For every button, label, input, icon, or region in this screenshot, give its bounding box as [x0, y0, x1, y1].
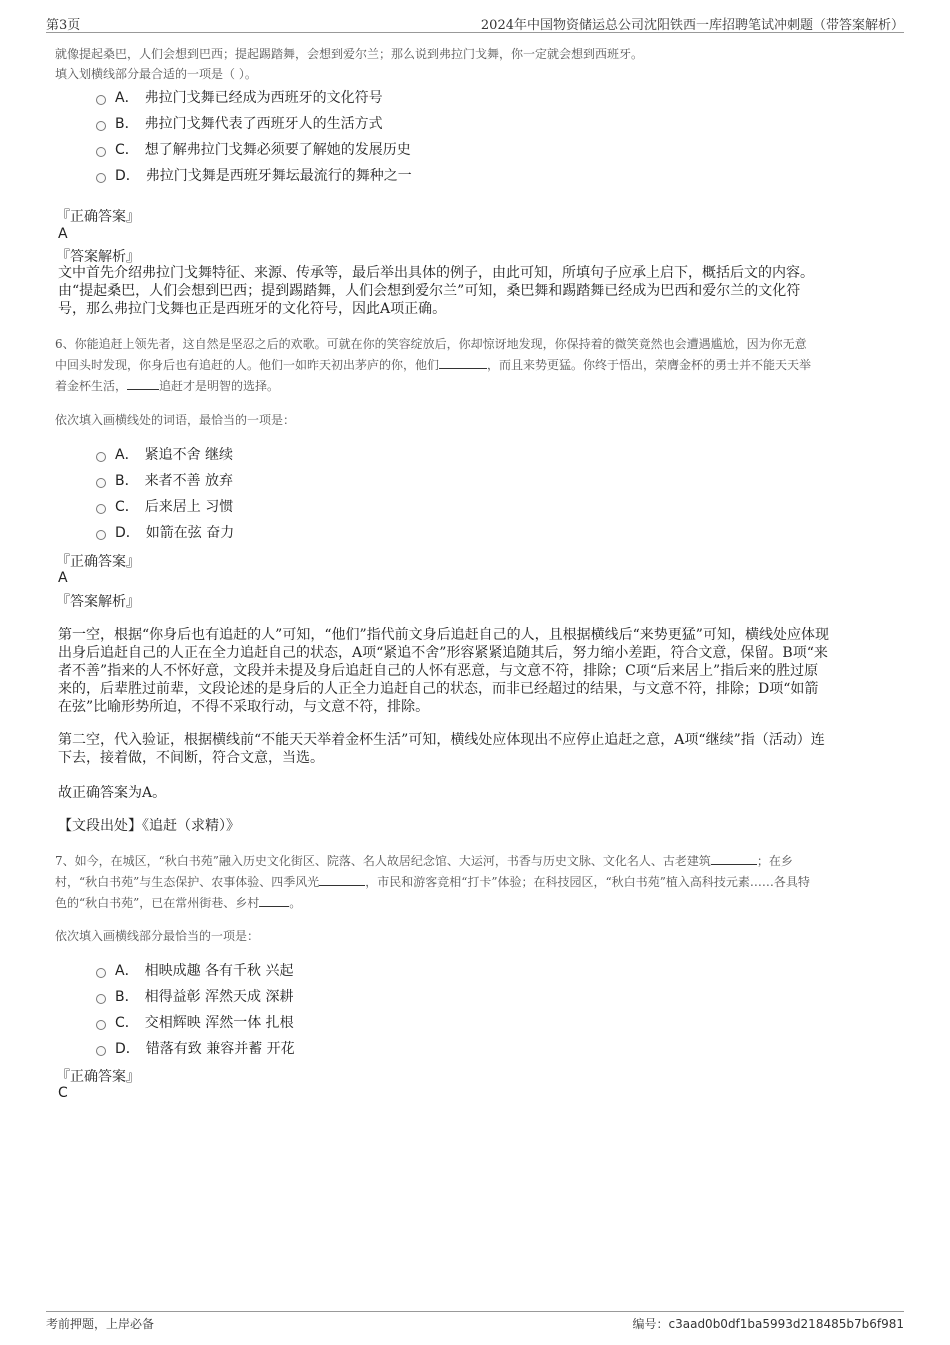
q6-source: 【文段出处】《追赶（求精）》 — [58, 818, 240, 834]
q6-analysis-paragraph-1: 第一空，根据“你身后也有追赶的人”可知，“他们”指代前文身后追赶自己的人，且根据横线后“来势更猛”可知，横线处应体现 出身后追赶自己的人正在全力追赶自己的状态，A项“紧追不舍”形容紧紧追随其后，努力缩小差距，符合文意，保留。B项“来 者不善”指来的人不怀好意，文段并未提及身后追赶自己的人怀有恶意，与文意不符，排除；C项“后来居上”指后来的胜过原 来的，后辈胜过前辈，文段论述的是身后的人正全力追赶自己的状态，而非已经超过的结果，与文意不符，排除；D项“如箭 在弦”比喻形势所迫，不得不采取行动，与文意不符，排除。 — [58, 627, 829, 715]
radio-icon[interactable] — [96, 121, 106, 131]
q6-conclusion: 故正确答案为A。 — [58, 785, 167, 801]
q6-answer: A — [58, 570, 68, 586]
q5-answer: A — [58, 226, 68, 242]
q6-answer-label: 『正确答案』 — [56, 554, 140, 570]
q5-option-c[interactable]: C． 想了解弗拉门戈舞必须要了解她的发展历史 — [96, 139, 411, 159]
q7-prompt: 依次填入画横线部分最恰当的一项是： — [55, 929, 260, 943]
q6-option-d[interactable]: D． 如箭在弦 奋力 — [96, 522, 234, 542]
radio-icon[interactable] — [96, 530, 106, 540]
fill-blank — [319, 873, 365, 886]
q6-analysis-label: 『答案解析』 — [56, 594, 140, 610]
q5-option-d[interactable]: D． 弗拉门戈舞是西班牙舞坛最流行的舞种之一 — [96, 165, 412, 185]
document-title: 2024年中国物资储运总公司沈阳铁西一库招聘笔试冲刺题（带答案解析） — [480, 18, 904, 33]
q7-answer-label: 『正确答案』 — [56, 1069, 140, 1085]
radio-icon[interactable] — [96, 1020, 106, 1030]
q5-answer-label: 『正确答案』 — [56, 209, 140, 225]
radio-icon[interactable] — [96, 173, 106, 183]
radio-icon[interactable] — [96, 994, 106, 1004]
fill-blank — [711, 852, 757, 865]
q5-option-a[interactable]: A． 弗拉门戈舞已经成为西班牙的文化符号 — [96, 87, 383, 107]
q5-prompt: 填入划横线部分最合适的一项是（ ）。 — [55, 67, 257, 81]
q5-option-b[interactable]: B． 弗拉门戈舞代表了西班牙人的生活方式 — [96, 113, 383, 133]
radio-icon[interactable] — [96, 95, 106, 105]
radio-icon[interactable] — [96, 1046, 106, 1056]
q6-option-c[interactable]: C． 后来居上 习惯 — [96, 496, 233, 516]
q6-prompt: 依次填入画横线处的词语，最恰当的一项是： — [55, 413, 296, 427]
q7-stem: 7、如今，在城区，“秋白书苑”融入历史文化街区、院落、名人故居纪念馆、大运河，书香与历史文脉、文化名人、古老建筑 ；在乡 村，“秋白书苑”与生态保护、农事体验、四季风光 ，市民和游客竞相“打卡”体验；在科技园区，“秋白书苑”植入高科技元素……各具特 色的“秋白书苑”，已在常州街巷、乡村 。 — [55, 854, 810, 910]
radio-icon[interactable] — [96, 504, 106, 514]
fill-blank — [439, 356, 487, 369]
radio-icon[interactable] — [96, 452, 106, 462]
document-id: 编号：c3aad0b0df1ba5993d218485b7b6f981 — [632, 1317, 904, 1331]
q7-option-d[interactable]: D． 错落有致 兼容并蓄 开花 — [96, 1038, 295, 1058]
radio-icon[interactable] — [96, 147, 106, 157]
fill-blank — [127, 377, 159, 390]
q7-answer: C — [58, 1085, 68, 1101]
q6-option-b[interactable]: B． 来者不善 放弃 — [96, 470, 233, 490]
q6-stem: 6、你能追赶上领先者，这自然是坚忍之后的欢歌。可就在你的笑容绽放后，你却惊讶地发现，你保持着的微笑竟然也会遭遇尴尬，因为你无意 中回头时发现，你身后也有追赶的人。他们一如昨天初出茅庐的你，他们 ，而且来势更猛。你终于悟出，荣膺金杯的勇士并不能天天举 着金杯生活， 追赶才是明智的选择。 — [55, 337, 812, 393]
q5-intro: 就像提起桑巴，人们会想到巴西；提起踢踏舞，会想到爱尔兰；那么说到弗拉门戈舞，你一定就会想到西班牙。 — [55, 47, 644, 61]
radio-icon[interactable] — [96, 478, 106, 488]
radio-icon[interactable] — [96, 968, 106, 978]
fill-blank — [259, 894, 289, 907]
q7-option-a[interactable]: A． 相映成趣 各有千秋 兴起 — [96, 960, 293, 980]
page-header — [46, 12, 904, 33]
q5-analysis: 文中首先介绍弗拉门戈舞特征、来源、传承等，最后举出具体的例子，由此可知，所填句子应承上启下，概括后文的内容。 由“提起桑巴，人们会想到巴西；提到踢踏舞，人们会想到爱尔兰”可知，桑巴舞和踢踏舞已经成为巴西和爱尔兰的文化符 号，那么弗拉门戈舞也正是西班牙的文化符号，因此A项正确。 — [58, 265, 814, 317]
q7-option-c[interactable]: C． 交相辉映 浑然一体 扎根 — [96, 1012, 294, 1032]
q5-analysis-label: 『答案解析』 — [56, 249, 140, 265]
footer-slogan: 考前押题，上岸必备 — [46, 1317, 155, 1331]
page-footer — [46, 1311, 904, 1336]
q6-option-a[interactable]: A． 紧追不舍 继续 — [96, 444, 233, 464]
page-number: 第3页 — [46, 18, 81, 33]
q7-option-b[interactable]: B． 相得益彰 浑然天成 深耕 — [96, 986, 294, 1006]
q6-analysis-paragraph-2: 第二空，代入验证，根据横线前“不能天天举着金杯生活”可知，横线处应体现出不应停止追赶之意，A项“继续”指（活动）连 下去，接着做，不间断，符合文意，当选。 — [58, 732, 825, 766]
